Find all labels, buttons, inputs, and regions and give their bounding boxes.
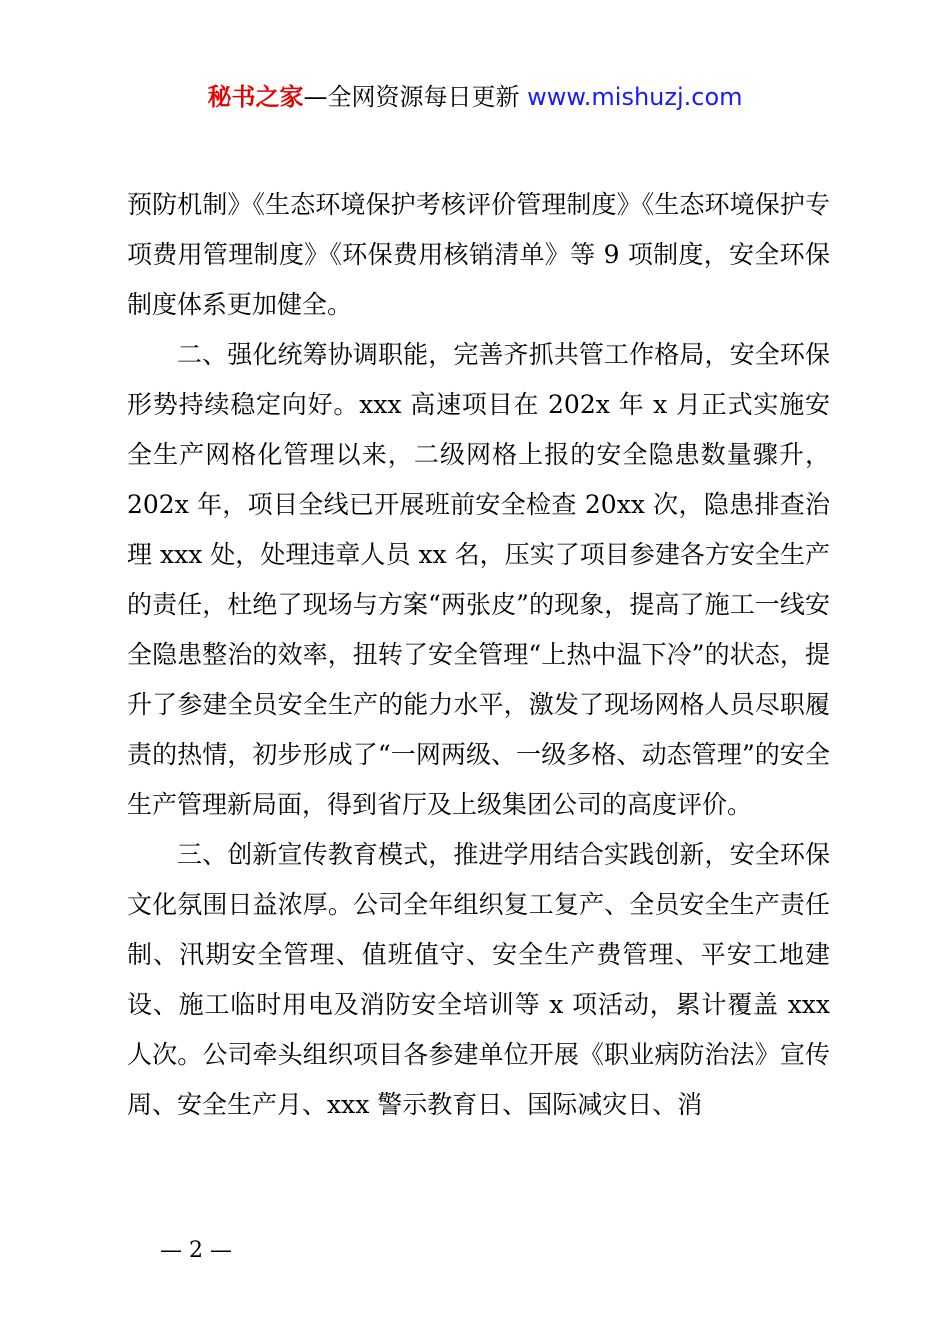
site-header	[0, 80, 950, 114]
site-brand: 秘书之家	[207, 83, 304, 111]
document-body	[127, 180, 830, 1130]
site-tagline: —全网资源每日更新	[303, 83, 520, 111]
paragraph-continuation: 预防机制》《生态环境保护考核评价管理制度》《生态环境保护专项费用管理制度》《环保费用核销清单》等 9 项制度，安全环保制度体系更加健全。	[127, 190, 830, 319]
page-number: — 2 —	[160, 1238, 232, 1263]
paragraph-section-two: 二、强化统筹协调职能，完善齐抓共管工作格局，安全环保形势持续稳定向好。xxx 高速项目在 202x 年 x 月正式实施安全生产网格化管理以来，二级网格上报的安全隐患数量骤升，202x 年，项目全线已开展班前安全检查 20xx 次，隐患排查治理 xxx 处，处理违章人员 xx 名，压实了项目参建各方安全生产的责任，杜绝了现场与方案“两张皮”的现象，提高了施工一线安全隐患整治的效率，扭转了安全管理“上热中温下冷”的状态，提升了参建全员安全生产的能力水平，激发了现场网格人员尽职履责的热情，初步形成了“一网两级、一级多格、动态管理”的安全生产管理新局面，得到省厅及上级集团公司的高度评价。	[127, 340, 830, 819]
site-url-link[interactable]: www.mishuzj.com	[527, 83, 743, 111]
paragraph-section-three: 三、创新宣传教育模式，推进学用结合实践创新，安全环保文化氛围日益浓厚。公司全年组织复工复产、全员安全生产责任制、汛期安全管理、值班值守、安全生产费管理、平安工地建设、施工临时用电及消防安全培训等 x 项活动，累计覆盖 xxx 人次。公司牵头组织项目各参建单位开展《职业病防治法》宣传周、安全生产月、xxx 警示教育日、国际减灾日、消	[127, 840, 830, 1119]
